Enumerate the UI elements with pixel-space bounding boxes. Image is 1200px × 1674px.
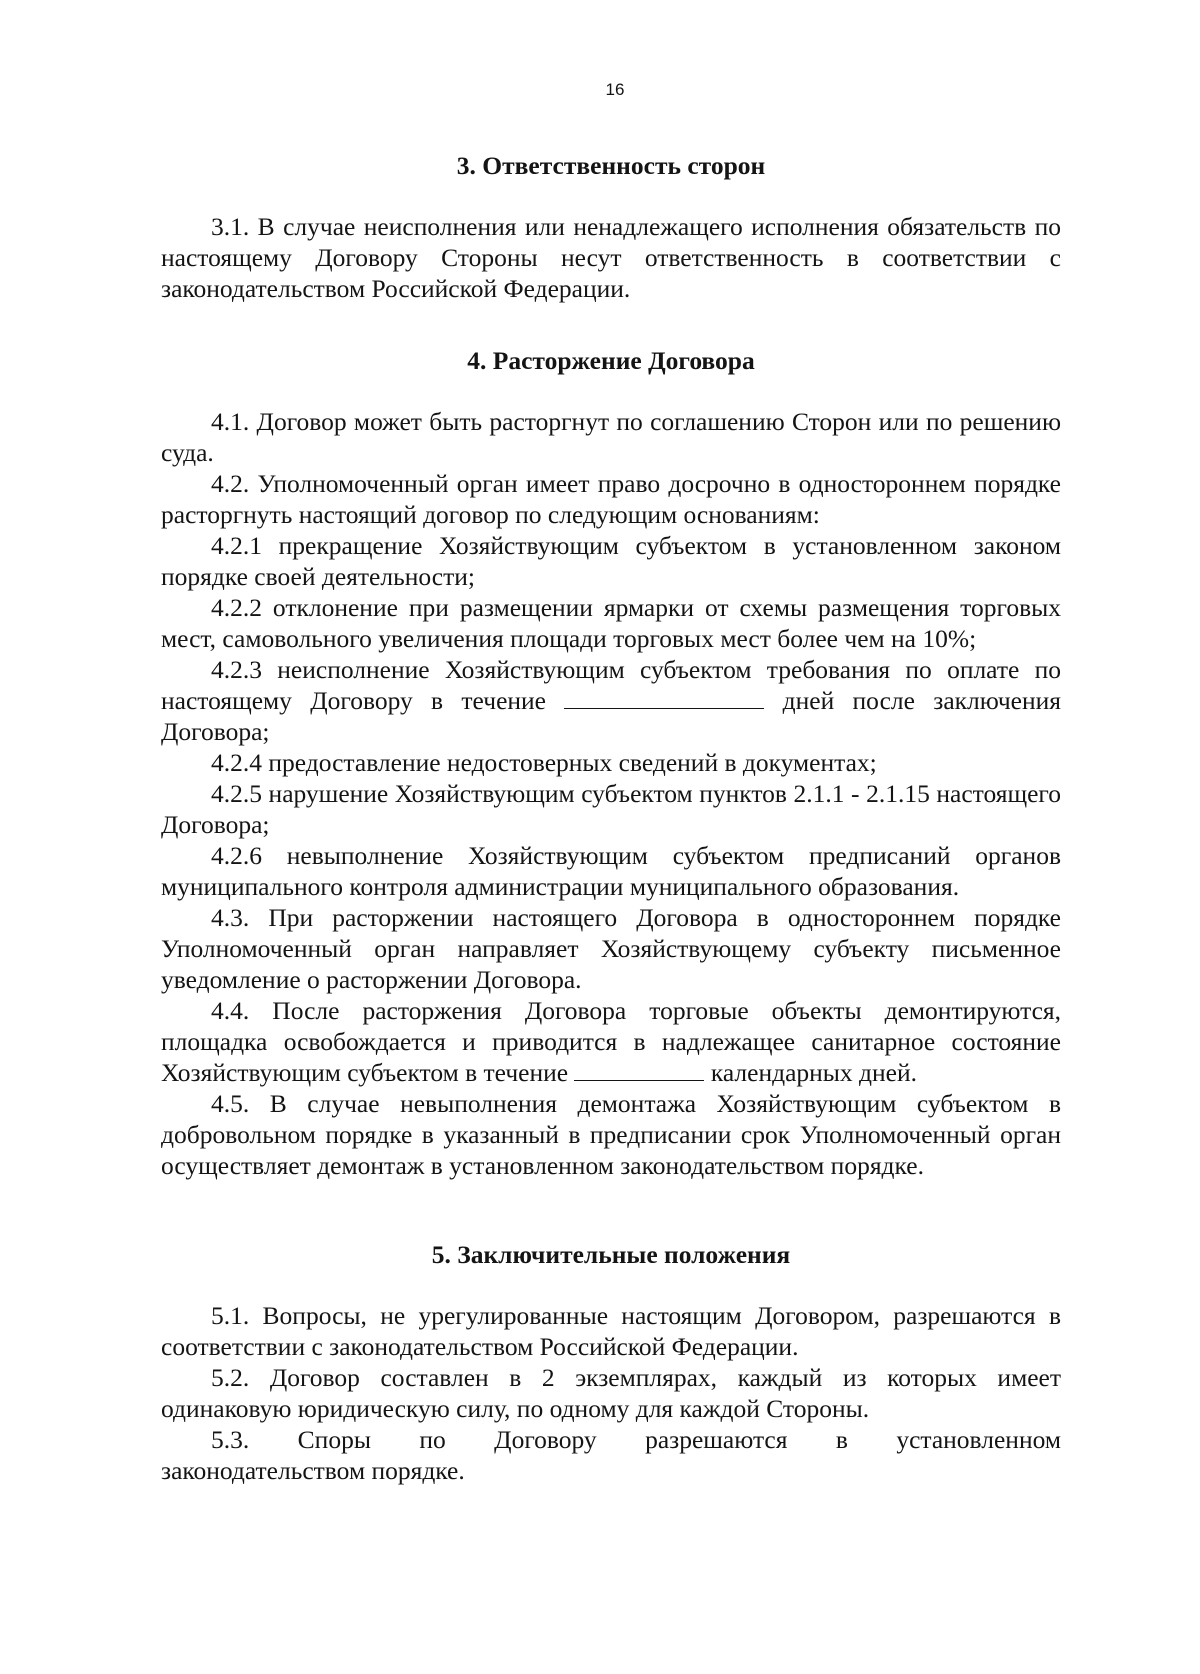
clause-4-2-3-text-start: 4.2.3 неисполнение Хозяйствующим субъектом требования по оплате по настоящему Договору в течение xyxy=(161,655,1061,715)
section-3-heading: 3. Ответственность сторон xyxy=(456,151,766,180)
clause-5-2: 5.2. Договор составлен в 2 экземплярах, каждый из которых имеет одинаковую юридическую силу, по одному для каждой Стороны. xyxy=(161,1363,1061,1423)
section-5-heading: 5. Заключительные положения xyxy=(431,1240,791,1269)
clause-4-2-2: 4.2.2 отклонение при размещении ярмарки от схемы размещения торговых мест, самовольного увеличения площади торговых мест более чем на 10%; xyxy=(161,593,1061,653)
clause-4-2-4: 4.2.4 предоставление недостоверных сведений в документах; xyxy=(211,748,877,777)
clause-3-1: 3.1. В случае неисполнения или ненадлежащего исполнения обязательств по настоящему Договору Стороны несут ответственность в соответствии с законодательством Российской Федерации. xyxy=(161,212,1061,303)
clause-4-1: 4.1. Договор может быть расторгнут по соглашению Сторон или по решению суда. xyxy=(161,407,1061,467)
clause-4-4-text-end: календарных дней. xyxy=(704,1058,918,1087)
clause-4-5: 4.5. В случае невыполнения демонтажа Хозяйствующим субъектом в добровольном порядке в указанный в предписании срок Уполномоченный орган осуществляет демонтаж в установленном законодательством порядке. xyxy=(161,1089,1061,1180)
clause-4-4-text-start: 4.4. После расторжения Договора торговые объекты демонтируются, площадка освобождается и приводится в надлежащее санитарное состояние Хозяйствующим субъектом в течение xyxy=(161,996,1061,1087)
clause-4-2: 4.2. Уполномоченный орган имеет право досрочно в одностороннем порядке расторгнуть настоящий договор по следующим основаниям: xyxy=(161,469,1061,529)
clause-5-3-line-1: 5.3. Споры по Договору разрешаются в установленном xyxy=(211,1425,1061,1454)
document-body xyxy=(161,150,1061,1486)
calendar-days-blank-field xyxy=(574,1058,704,1081)
days-blank-field xyxy=(564,686,764,709)
clause-4-2-5: 4.2.5 нарушение Хозяйствующим субъектом пунктов 2.1.1 - 2.1.15 настоящего Договора; xyxy=(161,779,1061,839)
clause-4-2-3 xyxy=(161,654,1061,747)
clause-4-2-3-text-end: дней после заключения Договора; xyxy=(161,686,1061,746)
clause-4-2-6: 4.2.6 невыполнение Хозяйствующим субъектом предписаний органов муниципального контроля администрации муниципального образования. xyxy=(161,841,1061,901)
clause-5-1: 5.1. Вопросы, не урегулированные настоящим Договором, разрешаются в соответствии с законодательством Российской Федерации. xyxy=(161,1301,1061,1361)
clause-4-4 xyxy=(161,995,1061,1088)
clause-4-2-1: 4.2.1 прекращение Хозяйствующим субъектом в установленном законом порядке своей деятельности; xyxy=(161,531,1061,591)
page-number: 16 xyxy=(605,80,625,99)
section-4-heading: 4. Расторжение Договора xyxy=(467,346,755,375)
clause-4-3: 4.3. При расторжении настоящего Договора в одностороннем порядке Уполномоченный орган направляет Хозяйствующему субъекту письменное уведомление о расторжении Договора. xyxy=(161,903,1061,994)
clause-5-3-line-2: законодательством порядке. xyxy=(161,1456,465,1485)
